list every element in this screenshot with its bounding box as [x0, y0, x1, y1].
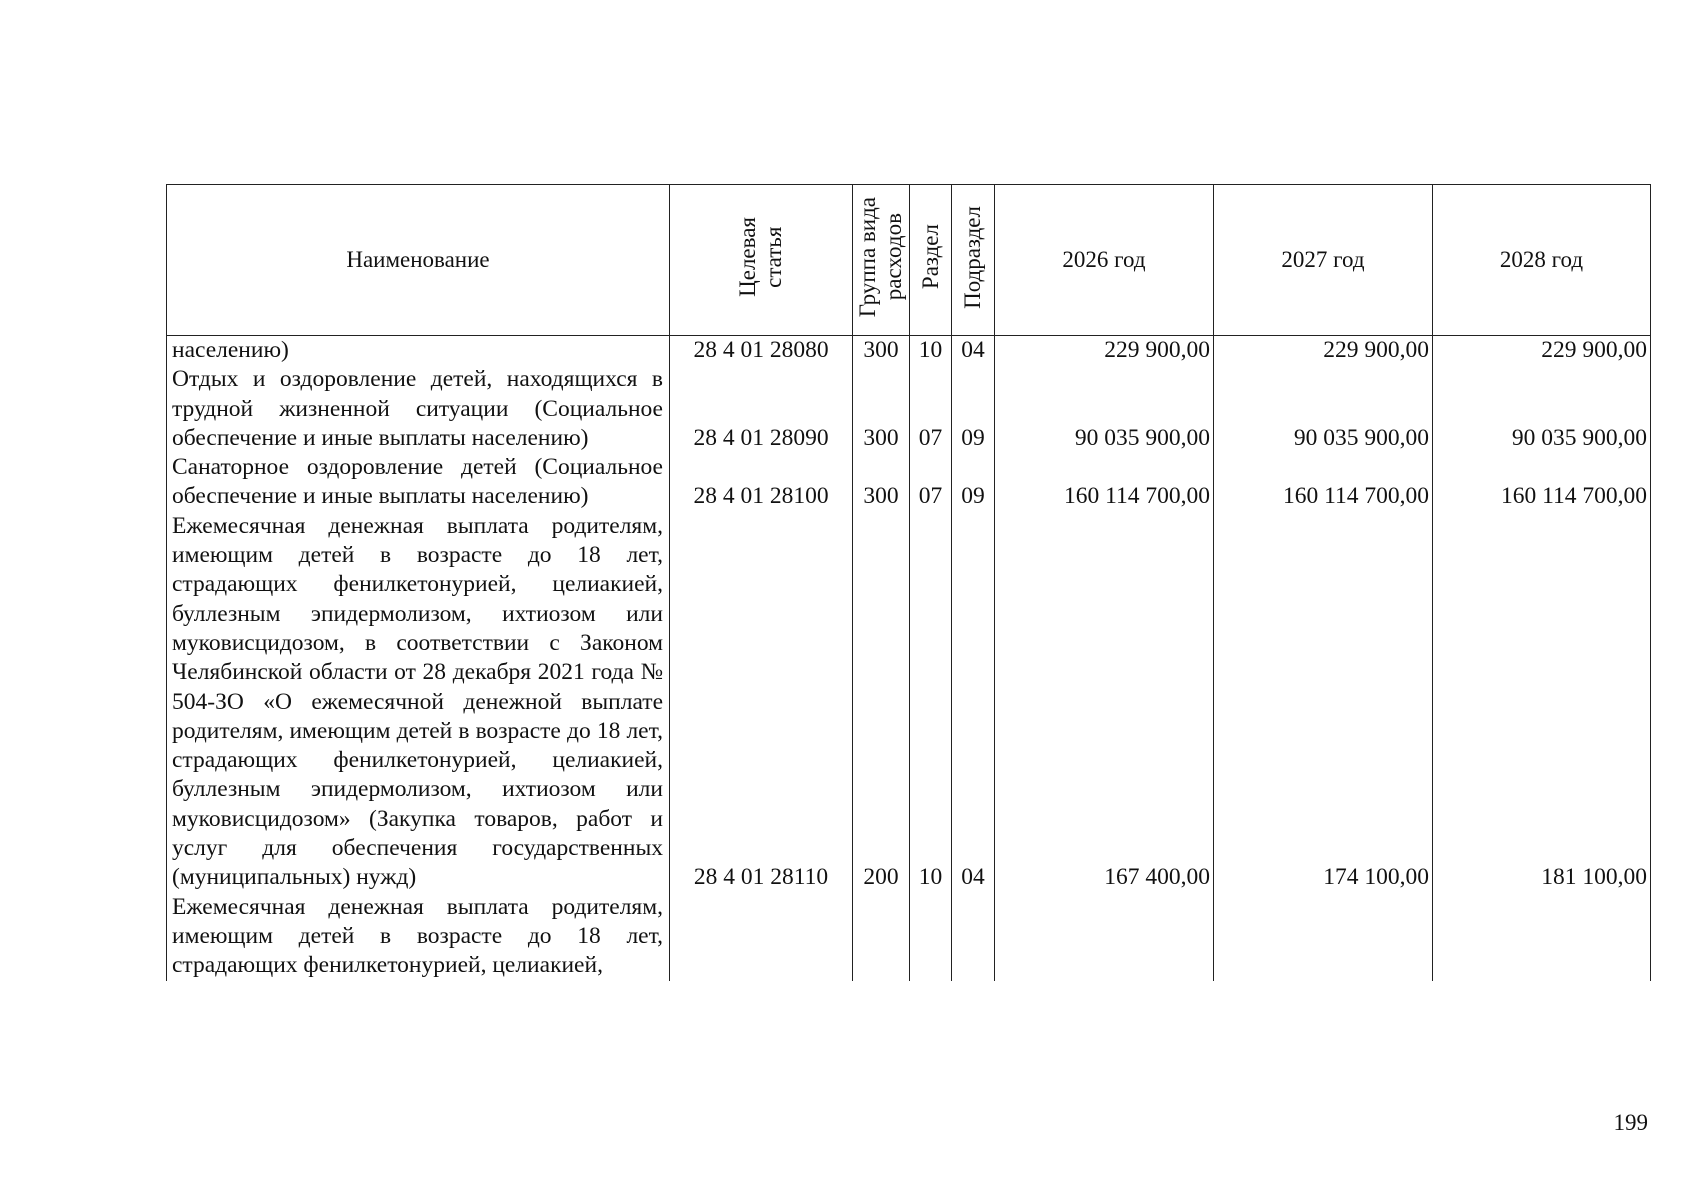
row-2026 — [995, 893, 1214, 981]
row-2027: 160 114 700,00 — [1214, 453, 1433, 512]
budget-table — [166, 184, 1651, 981]
table-row — [167, 893, 1651, 981]
header-expense-group — [853, 185, 910, 336]
row-2027 — [1214, 893, 1433, 981]
row-name: Отдых и оздоровление детей, находящихся в трудной жизненной ситуации (Социальное обеспечение и иные выплаты населению) — [167, 365, 670, 453]
row-name: Ежемесячная денежная выплата родителям, имеющим детей в возрасте до 18 лет, страдающих фенилкетонурией, целиакией, — [167, 893, 670, 981]
row-section — [910, 893, 952, 981]
row-name: Ежемесячная денежная выплата родителям, имеющим детей в возрасте до 18 лет, страдающих фенилкетонурией, целиакией, буллезным эпидермолизом, ихтиозом или муковисцидозом, в соответствии с Законом Челябинской области от 28 декабря 2021 года № 504-ЗО «О ежемесячной денежной выплате родителям, имеющим детей в возрасте до 18 лет, страдающих фенилкетонурией, целиакией, буллезным эпидермолизом, ихтиозом или муковисцидозом» (Закупка товаров, работ и услуг для обеспечения государственных (муниципальных) нужд) — [167, 512, 670, 893]
row-2026: 90 035 900,00 — [995, 365, 1214, 453]
row-2028: 160 114 700,00 — [1433, 453, 1651, 512]
row-subsection: 04 — [952, 512, 995, 893]
row-target-article: 28 4 01 28110 — [670, 512, 853, 893]
row-name: Санаторное оздоровление детей (Социальное обеспечение и иные выплаты населению) — [167, 453, 670, 512]
row-2028: 181 100,00 — [1433, 512, 1651, 893]
row-2028: 90 035 900,00 — [1433, 365, 1651, 453]
row-2028 — [1433, 893, 1651, 981]
row-subsection — [952, 893, 995, 981]
table-row — [167, 453, 1651, 512]
header-2027: 2027 год — [1214, 185, 1433, 336]
row-2027: 229 900,00 — [1323, 337, 1429, 364]
row-2027: 174 100,00 — [1214, 512, 1433, 893]
header-expense-group-label: Группа вида расходов — [855, 196, 906, 318]
row-2027: 90 035 900,00 — [1214, 365, 1433, 453]
row-2028: 229 900,00 — [1541, 337, 1647, 364]
header-2028: 2028 год — [1433, 185, 1651, 336]
table-header-row — [167, 185, 1651, 336]
row-target-article — [670, 893, 853, 981]
row-expense-group: 300 — [853, 453, 910, 512]
row-section: 07 — [910, 365, 952, 453]
row-2026: 229 900,00 — [1104, 337, 1210, 364]
row-expense-group: 300 — [853, 365, 910, 453]
header-subsection-label: Подраздел — [960, 205, 985, 309]
row-target-article: 28 4 01 28080 — [693, 337, 829, 364]
row-expense-group: 200 — [853, 512, 910, 893]
header-2026: 2026 год — [995, 185, 1214, 336]
table-row — [167, 365, 1651, 453]
row-expense-group — [853, 893, 910, 981]
row-target-article: 28 4 01 28090 — [670, 365, 853, 453]
header-target-article-label: Целевая статья — [735, 217, 786, 297]
table-row — [167, 512, 1651, 893]
row-expense-group: 300 — [863, 337, 899, 364]
page-number: 199 — [1613, 1110, 1648, 1135]
row-name: населению) — [167, 336, 670, 366]
row-subsection: 09 — [952, 365, 995, 453]
row-subsection: 04 — [961, 337, 985, 364]
header-subsection — [952, 185, 995, 336]
row-subsection: 09 — [952, 453, 995, 512]
header-section-label: Раздел — [917, 224, 943, 290]
header-target-article — [670, 185, 853, 336]
row-target-article: 28 4 01 28100 — [670, 453, 853, 512]
header-section — [910, 185, 952, 336]
header-name: Наименование — [167, 185, 670, 336]
row-2026: 167 400,00 — [995, 512, 1214, 893]
row-2026: 160 114 700,00 — [995, 453, 1214, 512]
row-section: 07 — [910, 453, 952, 512]
row-section: 10 — [910, 512, 952, 893]
row-section: 10 — [918, 337, 943, 364]
